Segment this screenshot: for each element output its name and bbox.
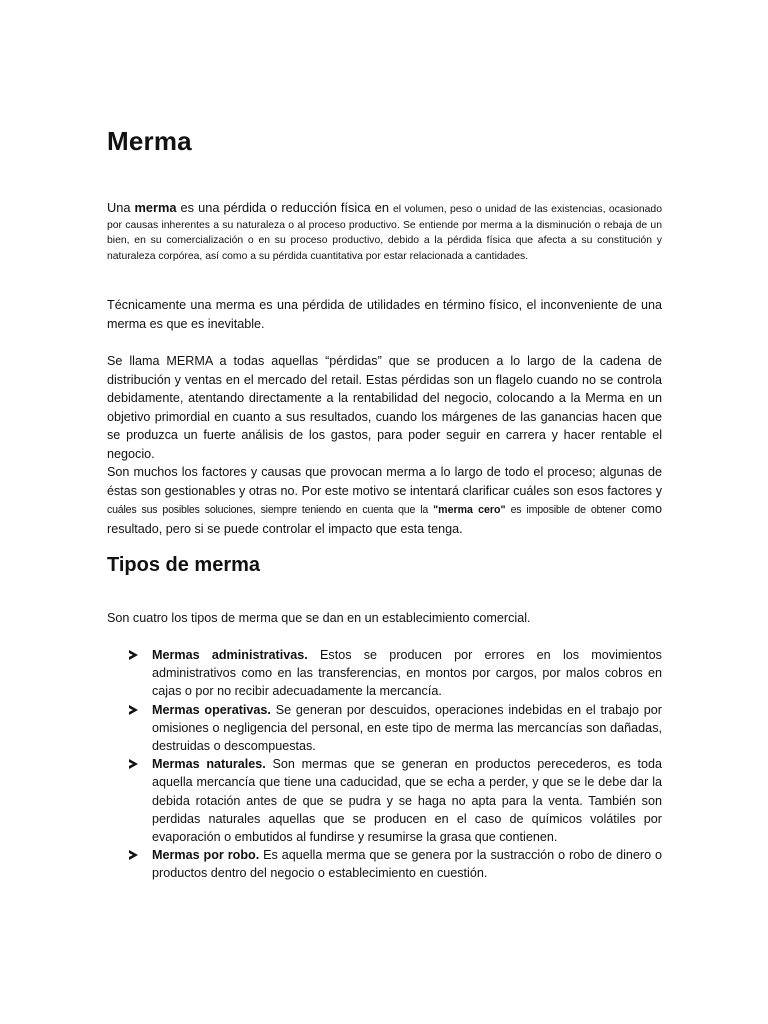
- definition-term: merma: [134, 200, 177, 215]
- se-llama-part-2: [107, 463, 662, 538]
- definition-lead: es una pérdida o reducción física en: [176, 200, 394, 215]
- tipos-intro: Son cuatro los tipos de merma que se dan en un establecimiento comercial.: [107, 611, 531, 625]
- tipo-name: Mermas naturales.: [152, 757, 266, 772]
- list-item: [107, 646, 662, 701]
- definition-rest: el volumen, peso o unidad de las existencias, ocasionado por causas inherentes a su naturaleza o al proceso productivo. Se entiende por merma a la disminución o rebaja de un bien, en su comercialización o en su proceso productivo, debido a la pérdida física que afecta a su constitución y naturaleza corpórea, así como a su pérdida cuantitativa por estar relacionada a cantidades.: [107, 204, 662, 262]
- tipo-text: Son mermas que se generan en productos perecederos, es toda aquella mercancía que tiene una caducidad, que se echa a perder, y que se le debe dar la debida rotación antes de que se pudra y se haga no apta para la venta. También son perdidas naturales aquellas que se producen en el caso de químicos volátiles por evaporación o embutidos al fundirse y resumirse la grasa que contienen.: [152, 757, 662, 845]
- tipos-heading: Tipos de merma: [107, 554, 261, 576]
- list-item: [107, 701, 662, 756]
- merma-cero-text: "merma cero": [433, 504, 506, 516]
- se-llama-paragraph: [107, 352, 662, 538]
- tipo-text: Se generan por descuidos, operaciones indebidas en el trabajo por omisiones o negligencia del personal, en este tipo de merma las mercancías son dañadas, destruidas o descompuestas.: [152, 702, 662, 754]
- se-llama-part-2c: es imposible de obtener: [505, 504, 626, 516]
- arrow-bullet-icon: [129, 705, 138, 715]
- document-title: Merma: [107, 126, 192, 156]
- se-llama-part-2a: Son muchos los factores y causas que provocan merma a lo largo de todo el proceso; algunas de éstas son gestionables y otras no. Por este motivo se intentará clarificar cuáles son esos factores y: [107, 465, 662, 498]
- tipo-text: Estos se producen por errores en los movimientos administrativos como en las transferencias, en montos por cargos, por malos cobros en cajas o por no recibir adecuadamente la mercancía.: [152, 648, 662, 699]
- se-llama-part-2b: cuáles sus posibles soluciones, siempre teniendo en cuenta que la: [107, 504, 434, 516]
- tipos-list: [107, 646, 662, 883]
- tipo-name: Mermas por robo.: [152, 848, 260, 863]
- list-item: [107, 755, 662, 846]
- arrow-bullet-icon: [129, 759, 138, 769]
- list-item: [107, 846, 662, 882]
- se-llama-part-2d: como resultado, pero si se puede controlar el impacto que esta tenga.: [107, 502, 663, 536]
- definition-prefix: Una: [107, 200, 135, 215]
- tipo-name: Mermas administrativas.: [152, 648, 308, 662]
- tipo-name: Mermas operativas.: [152, 702, 271, 717]
- definition-paragraph: [107, 200, 662, 264]
- se-llama-part-1: Se llama MERMA a todas aquellas “pérdidas” que se producen a lo largo de la cadena de distribución y ventas en el mercado del retail. Estas pérdidas son un flagelo cuando no se controla debidamente, atentando directamente a la rentabilidad del negocio, colocando a la Merma en un objetivo primordial en cuanto a sus resultados, cuando los márgenes de las ganancias hacen que se produzca un fuerte análisis de los gastos, para poder seguir en carrera y hacer rentable el negocio.: [107, 354, 662, 461]
- arrow-bullet-icon: [129, 650, 138, 660]
- tecnicamente-paragraph: Técnicamente una merma es una pérdida de utilidades en término físico, el inconveniente de una merma es que es inevitable.: [107, 298, 662, 331]
- tipo-text: Es aquella merma que se genera por la sustracción o robo de dinero o productos dentro del negocio o establecimiento en cuestión.: [152, 848, 662, 881]
- arrow-bullet-icon: [129, 850, 138, 860]
